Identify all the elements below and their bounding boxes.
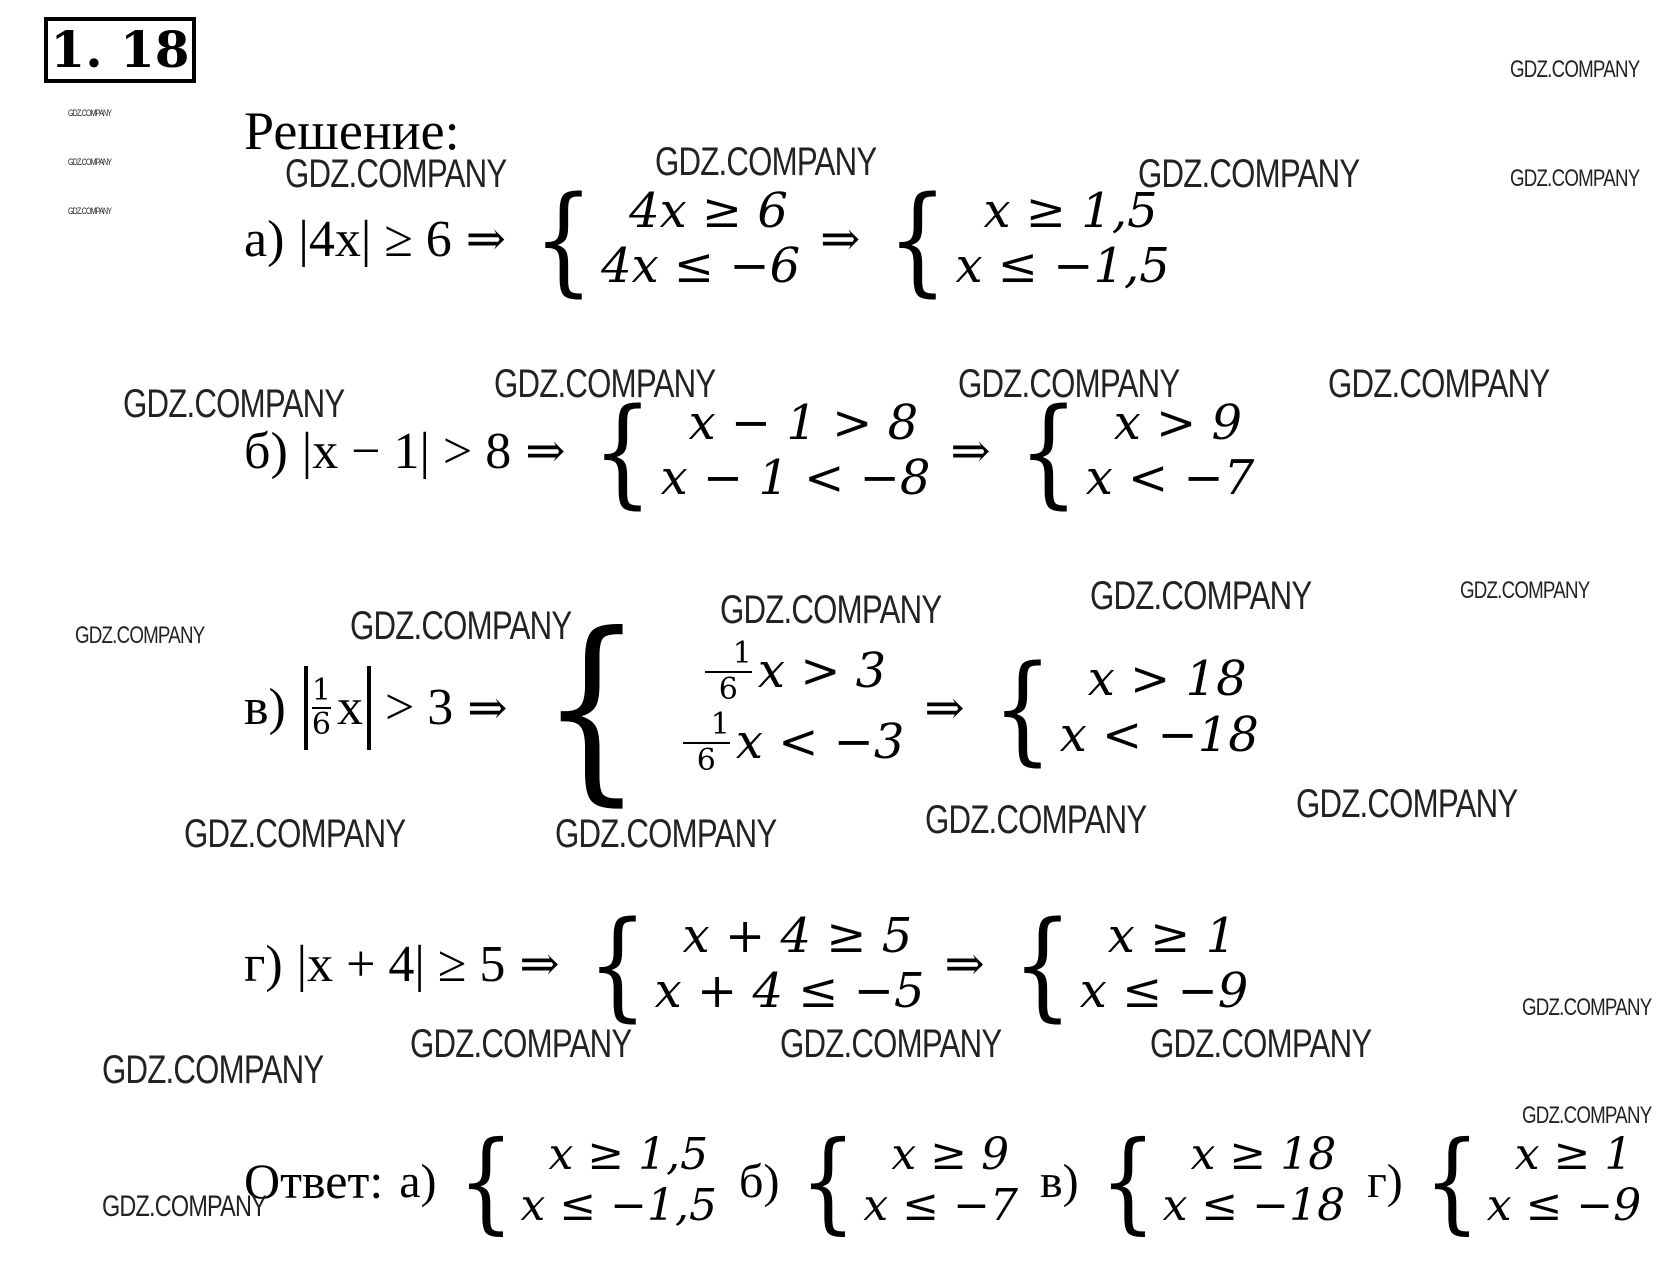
system-line: x ≤ −9 [1079,963,1249,1019]
brace-icon: { [457,1117,514,1245]
system-line: x ≤ −1,5 [520,1180,718,1231]
system-line: x < −7 [1085,450,1255,506]
watermark: GDZ.COMPANY [1296,782,1518,826]
system-line: x ≤ −7 [863,1180,1018,1231]
system-line: x − 1 < −8 [660,450,931,506]
part-a-label: а) [244,210,285,268]
part-g-lhs: |x + 4| ≥ 5 [296,935,506,993]
watermark: GDZ.COMPANY [102,1048,324,1092]
answer-label: Ответ: [244,1153,384,1209]
watermark: GDZ.COMPANY [1522,1102,1652,1129]
answer-item-label: а) [399,1154,437,1208]
part-g [244,895,1254,1033]
answer-item-label: г) [1367,1154,1403,1208]
watermark: GDZ.COMPANY [68,157,112,167]
watermark: GDZ.COMPANY [184,812,406,856]
part-b-lhs: |x − 1| > 8 [301,422,512,480]
system-line: 4x ≥ 6 [629,182,788,239]
abs-bar-left [304,666,308,750]
system-line: x − 1 > 8 [688,394,919,451]
part-a-system-2 [880,170,1170,308]
implies-arrow: ⇒ [465,211,506,267]
watermark: GDZ.COMPANY [925,798,1147,842]
part-b-system-2 [1011,382,1255,520]
part-g-system-2 [1005,895,1249,1033]
part-v-var: x [336,679,363,736]
system-line: x + 4 ≥ 5 [682,907,913,964]
task-number: 1. 18 [44,17,196,83]
answer-item-label: в) [1039,1154,1079,1208]
implies-arrow: ⇒ [519,936,560,992]
brace-icon: { [587,895,648,1033]
watermark: GDZ.COMPANY [780,1022,1002,1066]
brace-icon: { [592,382,654,520]
watermark: GDZ.COMPANY [1328,362,1550,406]
part-g-label: г) [244,935,283,993]
implies-arrow: ⇒ [467,679,508,736]
answer-system [1093,1117,1346,1245]
system-line: x > 9 [1113,394,1243,451]
watermark: GDZ.COMPANY [1150,1022,1372,1066]
answer-system [793,1117,1018,1245]
watermark: GDZ.COMPANY [1090,574,1312,618]
watermark: GDZ.COMPANY [410,1022,632,1066]
system-line: x ≤ −9 [1486,1180,1642,1231]
watermark: GDZ.COMPANY [720,588,942,632]
part-v-rhs: > 3 [384,679,454,736]
watermark: GDZ.COMPANY [1138,152,1360,196]
brace-icon: { [1018,382,1079,520]
watermark: GDZ.COMPANY [102,1190,266,1223]
part-v-label: в) [244,679,286,736]
watermark: GDZ.COMPANY [350,604,572,648]
solution-heading: Решение: [244,101,460,161]
watermark: GDZ.COMPANY [1510,56,1640,83]
implies-arrow: ⇒ [924,679,965,736]
fraction-numerator: 1 [311,673,331,708]
watermark: GDZ.COMPANY [1522,994,1652,1021]
system-line: x < −18 [1059,706,1259,763]
system-line: x ≥ 1,5 [983,182,1158,239]
brace-icon: { [800,1117,857,1245]
system-line: x ≥ 1 [1514,1129,1633,1181]
answer-system [1417,1117,1642,1245]
system-line: x ≥ 9 [891,1129,1010,1181]
implies-arrow: ⇒ [820,211,861,267]
part-v-system-2 [985,638,1259,777]
answer-row [244,1117,1647,1245]
watermark: GDZ.COMPANY [123,382,345,426]
watermark: GDZ.COMPANY [555,812,777,856]
brace-icon: { [1099,1117,1156,1245]
system-line: x ≥ 18 [1190,1129,1337,1181]
system-line: x > 18 [1087,651,1247,708]
watermark: GDZ.COMPANY [68,206,112,216]
watermark: GDZ.COMPANY [494,362,716,406]
system-line: x ≥ 1 [1107,907,1237,964]
watermark: GDZ.COMPANY [655,140,877,184]
system-line: x + 4 ≤ −5 [654,963,925,1019]
brace-icon: { [992,638,1053,777]
watermark: GDZ.COMPANY [1460,577,1590,604]
system-line: $\frac{1}{6}$ x > 3 [655,637,905,708]
part-a-system-1 [526,170,801,308]
answer-system [451,1117,718,1245]
part-b-system-1 [585,382,931,520]
fraction-denominator: 6 [311,706,331,742]
brace-icon: { [533,170,594,308]
brace-icon: { [540,590,643,824]
part-g-system-1 [580,895,925,1033]
brace-icon: { [1012,895,1073,1033]
watermark: GDZ.COMPANY [75,622,205,649]
brace-icon: { [1423,1117,1480,1245]
part-a-lhs: |4x| ≥ 6 [298,210,452,268]
watermark: GDZ.COMPANY [285,152,507,196]
watermark: GDZ.COMPANY [1510,165,1640,192]
system-line: 4x ≤ −6 [601,238,801,294]
watermark: GDZ.COMPANY [958,362,1180,406]
answer-item-label: б) [739,1154,780,1208]
brace-icon: { [887,170,948,308]
abs-bar-right [367,666,371,750]
system-line: $\frac{1}{6}$ x < −3 [655,708,905,779]
part-b-label: б) [244,422,288,480]
system-line: x ≥ 1,5 [548,1129,709,1181]
implies-arrow: ⇒ [525,423,566,479]
system-line: x ≤ −1,5 [955,238,1170,294]
implies-arrow: ⇒ [944,936,985,992]
watermark: GDZ.COMPANY [68,108,112,118]
fraction [312,675,331,740]
system-line: x ≤ −18 [1162,1180,1346,1231]
implies-arrow: ⇒ [950,423,991,479]
